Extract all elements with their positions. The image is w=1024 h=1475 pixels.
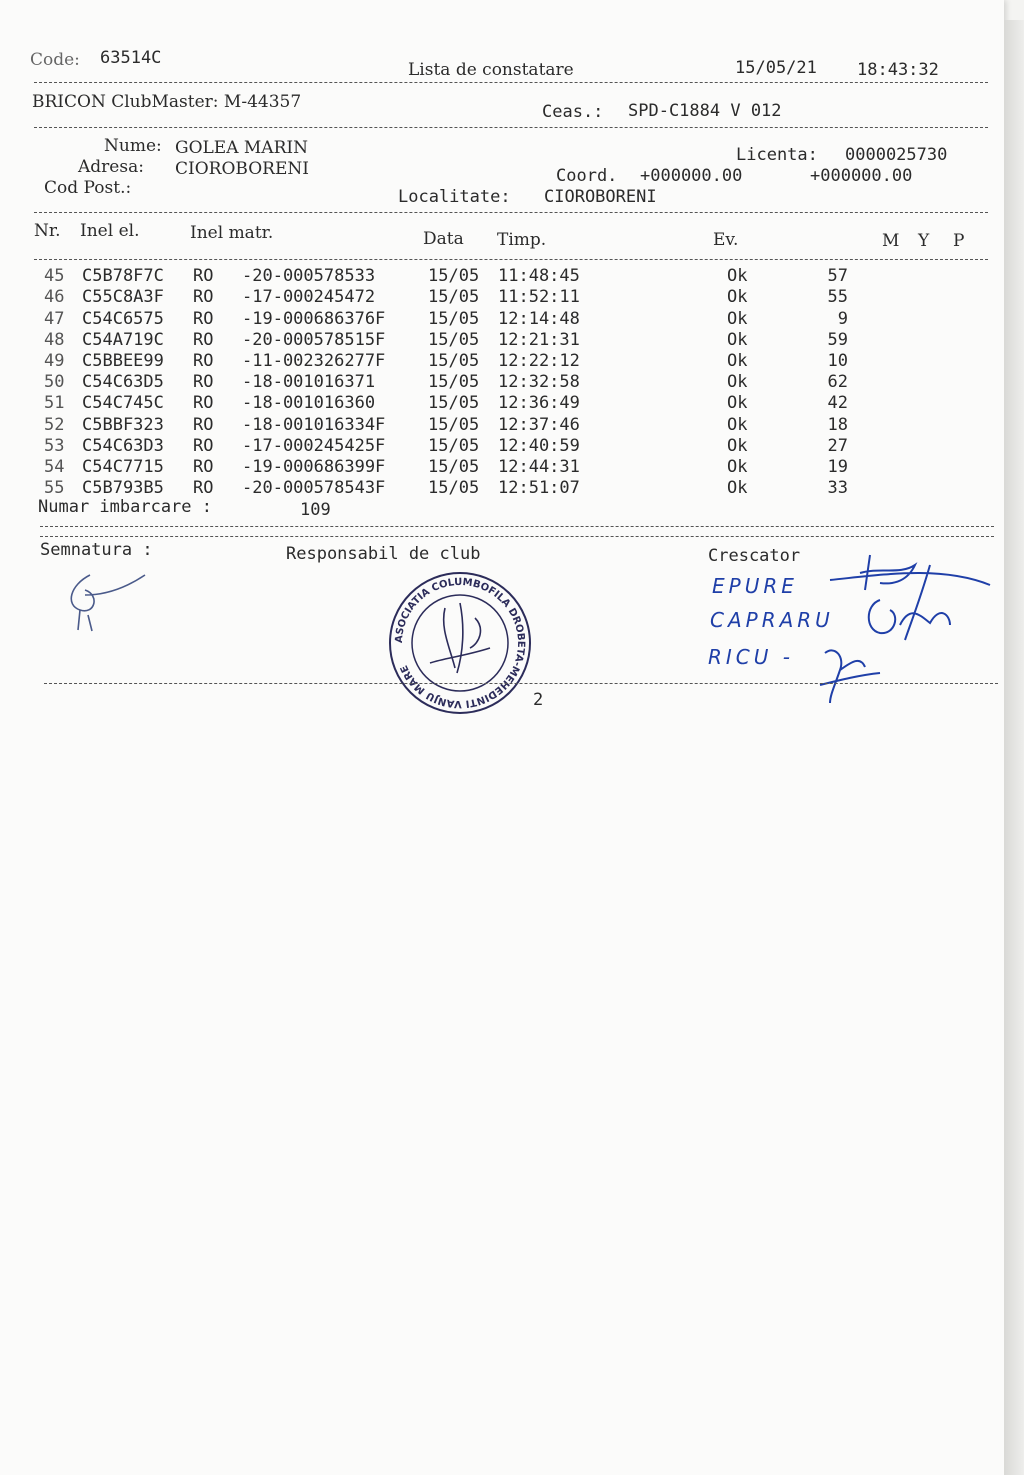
- header-time: 18:43:32: [857, 60, 939, 80]
- row-inel-el: C5BBEE99: [82, 351, 164, 371]
- row-inel-el: C54C745C: [82, 393, 164, 413]
- row-data: 15/05: [428, 457, 480, 477]
- divider: [34, 259, 988, 260]
- table-row: [0, 351, 1000, 372]
- embark-value: 109: [300, 500, 331, 520]
- row-inel-matr: -17-000245425F: [242, 436, 386, 456]
- row-data: 15/05: [428, 266, 480, 286]
- row-nr: 51: [44, 393, 65, 413]
- page-number: 2: [533, 690, 544, 710]
- row-timp: 12:44:31: [498, 457, 580, 477]
- row-timp: 12:36:49: [498, 393, 580, 413]
- svg-text:ASOCIATIA COLUMBOFILA DROBETA-: [394, 577, 526, 709]
- divider: [34, 212, 988, 213]
- col-y: Y: [918, 231, 930, 251]
- row-inel-el: C54C63D3: [82, 436, 164, 456]
- table-row: [0, 287, 1000, 308]
- breeder-label: Crescator: [708, 546, 801, 566]
- row-data: 15/05: [428, 415, 480, 435]
- owner-address: CIOROBORENI: [175, 159, 309, 179]
- table-row: [0, 415, 1000, 436]
- row-value: 57: [827, 266, 848, 286]
- col-p: P: [953, 231, 965, 251]
- page-edge: [1004, 20, 1024, 1475]
- row-nr: 46: [44, 287, 65, 307]
- row-country: RO: [193, 287, 214, 307]
- row-timp: 12:40:59: [498, 436, 580, 456]
- coord-y: +000000.00: [810, 166, 913, 186]
- divider: [40, 536, 994, 537]
- row-inel-matr: -18-001016371: [242, 372, 376, 392]
- license-value: 0000025730: [845, 145, 948, 165]
- row-data: 15/05: [428, 436, 480, 456]
- row-value: 18: [827, 415, 848, 435]
- row-inel-el: C54C63D5: [82, 372, 164, 392]
- row-country: RO: [193, 415, 214, 435]
- row-value: 19: [827, 457, 848, 477]
- divider: [44, 683, 998, 684]
- row-country: RO: [193, 457, 214, 477]
- row-data: 15/05: [428, 287, 480, 307]
- breeder-signatures: [820, 545, 1020, 705]
- table-row: [0, 330, 1000, 351]
- witness-name: RICU -: [708, 645, 794, 669]
- row-ev: Ok: [727, 415, 748, 435]
- row-value: 59: [827, 330, 848, 350]
- row-ev: Ok: [727, 372, 748, 392]
- row-data: 15/05: [428, 330, 480, 350]
- witness-name: EPURE: [712, 574, 798, 598]
- divider: [34, 82, 988, 83]
- row-inel-matr: -20-000578533: [242, 266, 376, 286]
- signature-label: Semnatura :: [40, 540, 153, 560]
- header-date: 15/05/21: [735, 58, 817, 78]
- col-m: M: [882, 231, 900, 251]
- row-nr: 49: [44, 351, 65, 371]
- row-inel-el: C54A719C: [82, 330, 164, 350]
- row-inel-matr: -20-000578515F: [242, 330, 386, 350]
- locality-value: CIOROBORENI: [544, 187, 657, 207]
- row-inel-el: C55C8A3F: [82, 287, 164, 307]
- row-value: 9: [837, 309, 848, 329]
- table-row: [0, 372, 1000, 393]
- row-inel-matr: -18-001016334F: [242, 415, 386, 435]
- row-ev: Ok: [727, 351, 748, 371]
- row-country: RO: [193, 309, 214, 329]
- row-country: RO: [193, 393, 214, 413]
- row-data: 15/05: [428, 309, 480, 329]
- coord-label: Coord.: [556, 166, 618, 186]
- owner-name: GOLEA MARIN: [175, 138, 308, 158]
- row-data: 15/05: [428, 393, 480, 413]
- row-nr: 54: [44, 457, 65, 477]
- row-inel-matr: -17-000245472: [242, 287, 376, 307]
- table-row: [0, 436, 1000, 457]
- col-inel-matr: Inel matr.: [190, 223, 274, 243]
- table-row: [0, 266, 1000, 287]
- row-inel-matr: -20-000578543F: [242, 478, 386, 498]
- row-data: 15/05: [428, 478, 480, 498]
- row-data: 15/05: [428, 351, 480, 371]
- locality-label: Localitate:: [398, 187, 511, 207]
- col-ev: Ev.: [713, 230, 739, 250]
- row-ev: Ok: [727, 287, 748, 307]
- name-label: Nume:: [104, 136, 162, 156]
- row-timp: 12:22:12: [498, 351, 580, 371]
- row-value: 62: [827, 372, 848, 392]
- row-ev: Ok: [727, 478, 748, 498]
- col-data: Data: [423, 229, 464, 249]
- table-row: [0, 457, 1000, 478]
- row-inel-el: C54C6575: [82, 309, 164, 329]
- row-nr: 48: [44, 330, 65, 350]
- row-country: RO: [193, 372, 214, 392]
- table-row: [0, 478, 1000, 499]
- stamp-text: ASOCIATIA COLUMBOFILA DROBETA-MEHEDINTI VANJU MARE: [393, 576, 527, 710]
- coord-x: +000000.00: [640, 166, 743, 186]
- row-value: 33: [827, 478, 848, 498]
- code-label: Code:: [30, 50, 80, 70]
- col-nr: Nr.: [34, 221, 61, 241]
- row-timp: 12:21:31: [498, 330, 580, 350]
- divider: [34, 127, 988, 128]
- row-nr: 53: [44, 436, 65, 456]
- row-nr: 45: [44, 266, 65, 286]
- col-inel-el: Inel el.: [80, 221, 140, 241]
- row-inel-el: C5BBF323: [82, 415, 164, 435]
- signature-mark: [60, 565, 180, 635]
- row-ev: Ok: [727, 393, 748, 413]
- row-timp: 12:14:48: [498, 309, 580, 329]
- row-ev: Ok: [727, 330, 748, 350]
- row-country: RO: [193, 351, 214, 371]
- row-inel-el: C54C7715: [82, 457, 164, 477]
- address-label: Adresa:: [78, 157, 144, 177]
- table-row: [0, 393, 1000, 414]
- row-timp: 12:37:46: [498, 415, 580, 435]
- row-timp: 11:48:45: [498, 266, 580, 286]
- col-timp: Timp.: [497, 230, 547, 250]
- row-nr: 55: [44, 478, 65, 498]
- row-nr: 50: [44, 372, 65, 392]
- license-label: Licenta:: [736, 145, 818, 165]
- row-inel-matr: -18-001016360: [242, 393, 376, 413]
- row-ev: Ok: [727, 457, 748, 477]
- table-row: [0, 309, 1000, 330]
- clock-value: SPD-C1884 V 012: [628, 101, 782, 121]
- row-country: RO: [193, 478, 214, 498]
- document-title: Lista de constatare: [408, 60, 574, 80]
- clock-label: Ceas.:: [542, 102, 604, 122]
- row-data: 15/05: [428, 372, 480, 392]
- row-timp: 12:51:07: [498, 478, 580, 498]
- club-responsible-label: Responsabil de club: [286, 544, 481, 564]
- postal-label: Cod Post.:: [44, 178, 132, 198]
- row-country: RO: [193, 266, 214, 286]
- row-country: RO: [193, 330, 214, 350]
- row-ev: Ok: [727, 309, 748, 329]
- code-value: 63514C: [100, 48, 162, 68]
- system-name: BRICON ClubMaster: M-44357: [32, 92, 302, 112]
- row-inel-el: C5B793B5: [82, 478, 164, 498]
- row-ev: Ok: [727, 266, 748, 286]
- row-value: 27: [827, 436, 848, 456]
- row-inel-matr: -19-000686399F: [242, 457, 386, 477]
- embark-label: Numar imbarcare :: [38, 497, 212, 517]
- row-nr: 52: [44, 415, 65, 435]
- row-nr: 47: [44, 309, 65, 329]
- row-value: 10: [827, 351, 848, 371]
- row-timp: 12:32:58: [498, 372, 580, 392]
- row-inel-matr: -11-002326277F: [242, 351, 386, 371]
- divider: [40, 526, 994, 527]
- row-ev: Ok: [727, 436, 748, 456]
- row-timp: 11:52:11: [498, 287, 580, 307]
- row-value: 42: [827, 393, 848, 413]
- row-country: RO: [193, 436, 214, 456]
- club-stamp: [385, 568, 535, 718]
- row-value: 55: [827, 287, 848, 307]
- row-inel-el: C5B78F7C: [82, 266, 164, 286]
- witness-name: CAPRARU: [710, 608, 834, 632]
- row-inel-matr: -19-000686376F: [242, 309, 386, 329]
